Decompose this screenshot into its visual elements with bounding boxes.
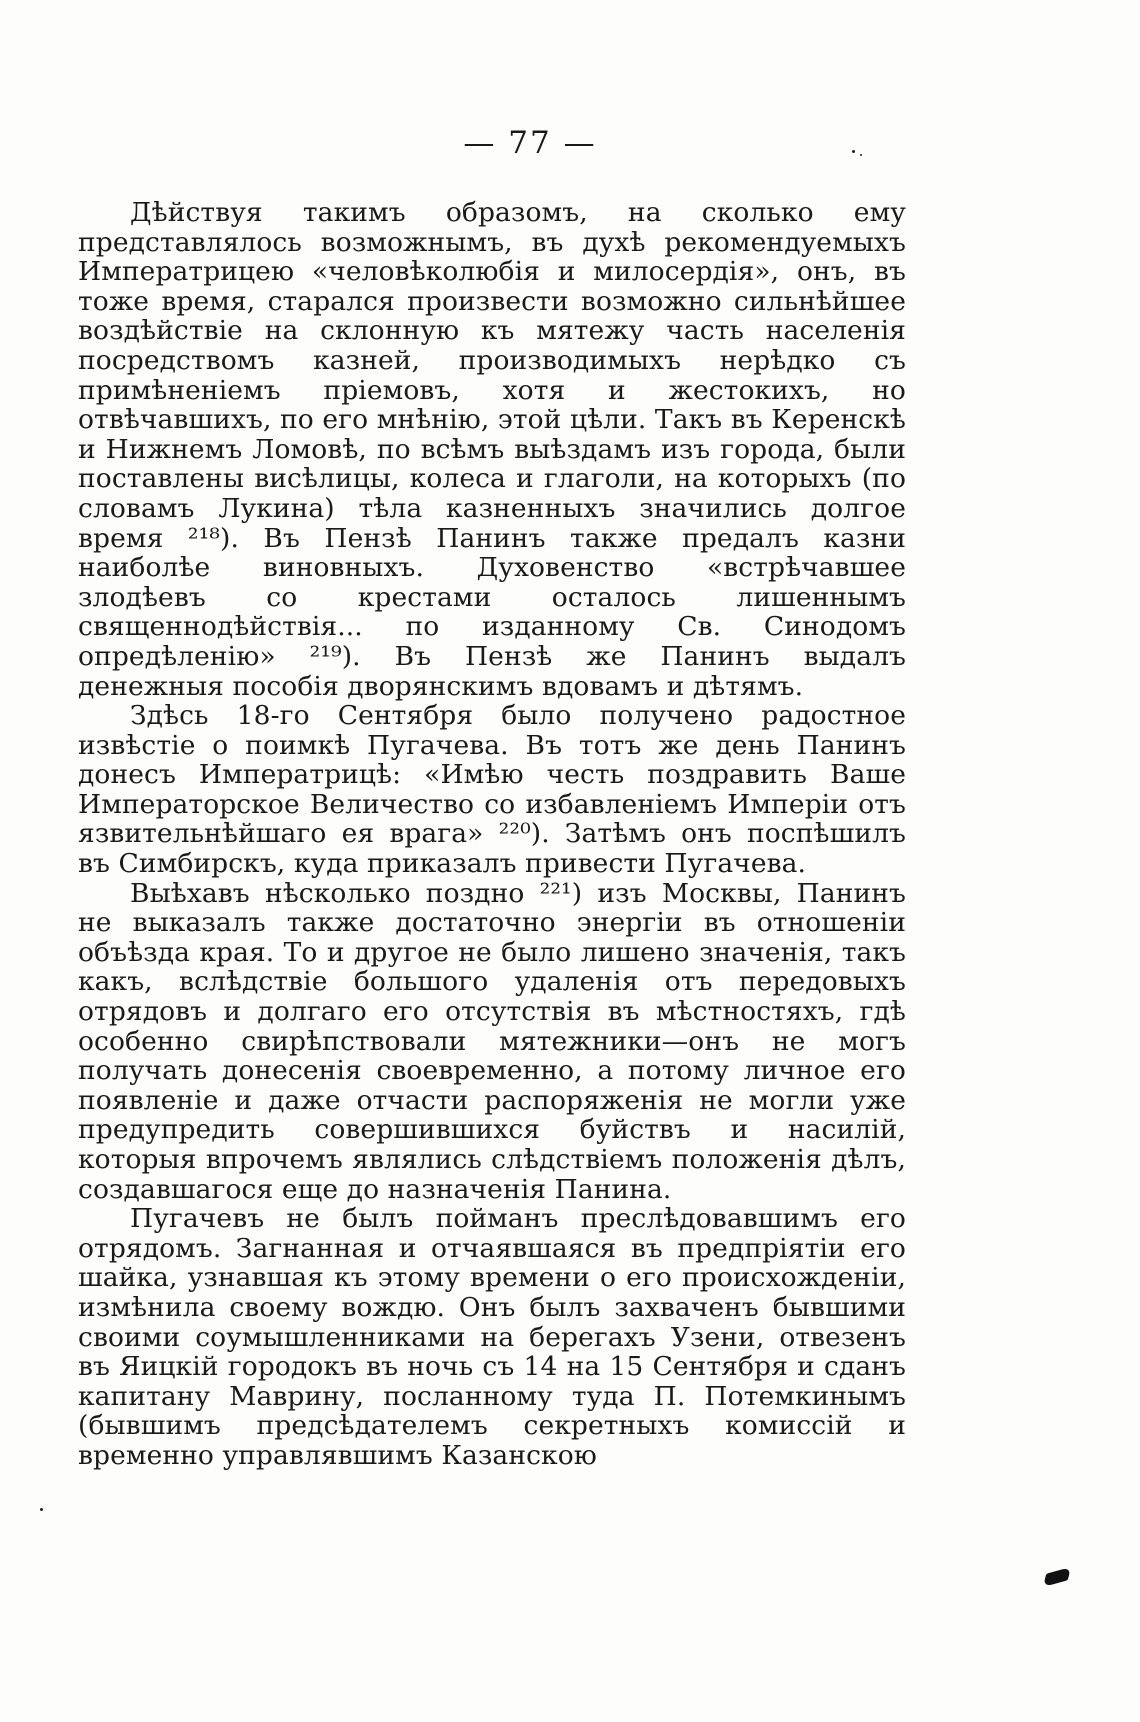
ink-mark bbox=[1043, 1567, 1071, 1587]
paragraph-2: Здѣсь 18-го Сентября было получено радостное извѣстіе о поимкѣ Пугачева. Въ тотъ же день Панинъ донесъ Императрицѣ: «Имѣю честь поздравить Ваше Императорское Величество со избавленіемъ Имперіи отъ язвительнѣйшаго ея врага» ²²⁰). Затѣмъ онъ поспѣшилъ въ Симбирскъ, куда приказалъ привести Пугачева. bbox=[78, 700, 906, 880]
scan-speck bbox=[860, 154, 862, 156]
body-text bbox=[78, 198, 906, 1471]
paragraph-4: Пугачевъ не былъ пойманъ преслѣдовавшимъ его отрядомъ. Загнанная и отчаявшаяся въ предпріятіи его шайка, узнавшая къ этому времени о его происхожденіи, измѣнила своему вождю. Онъ былъ захваченъ бывшими своими соумышленниками на берегахъ Узени, отвезенъ въ Яицкій городокъ въ ночь съ 14 на 15 Сентября и сданъ капитану Маврину, посланному туда П. Потемкинымъ (бывшимъ предсѣдателемъ секретныхъ комиссій и временно управлявшимъ Казанскою bbox=[78, 1203, 906, 1471]
paragraph-1: Дѣйствуя такимъ образомъ, на сколько ему представлялось возможнымъ, въ духѣ рекомендуемыхъ Императрицею «человѣколюбія и милосердія», онъ, въ тоже время, старался произвести возможно сильнѣйшее воздѣйствіе на склонную къ мятежу часть населенія посредствомъ казней, производимыхъ нерѣдко съ примѣненіемъ пріемовъ, хотя и жестокихъ, но отвѣчавшихъ, по его мнѣнію, этой цѣли. Такъ въ Керенскѣ и Нижнемъ Ломовѣ, по всѣмъ выѣздамъ изъ города, были поставлены висѣлицы, колеса и глаголи, на которыхъ (по словамъ Лукина) тѣла казненныхъ значились долгое время ²¹⁸). Въ Пензѣ Панинъ также предалъ казни наиболѣе виновныхъ. Духовенство «встрѣчавшее злодѣевъ со крестами осталось лишеннымъ священнодѣйствія... по изданному Св. Синодомъ опредѣленію» ²¹⁹). Въ Пензѣ же Панинъ выдалъ денежныя пособія дворянскимъ вдовамъ и дѣтямъ. bbox=[78, 197, 906, 702]
page-number: — 77 — bbox=[463, 125, 597, 161]
scan-speck bbox=[40, 1508, 43, 1511]
paragraph-3: Выѣхавъ нѣсколько поздно ²²¹) изъ Москвы, Панинъ не выказалъ также достаточно энергіи въ отношеніи объѣзда края. То и другое не было лишено значенія, такъ какъ, вслѣдствіе большого удаленія отъ передовыхъ отрядовъ и долгаго его отсутствія въ мѣстностяхъ, гдѣ особенно свирѣпствовали мятежники—онъ не могъ получать донесенія своевременно, а потому личное его появленіе и даже отчасти распоряженія не могли уже предупредить совершившихся буйствъ и насилій, которыя впрочемъ являлись слѣдствіемъ положенія дѣлъ, создавшагося еще до назначенія Панина. bbox=[78, 877, 906, 1205]
scan-speck bbox=[852, 150, 855, 153]
